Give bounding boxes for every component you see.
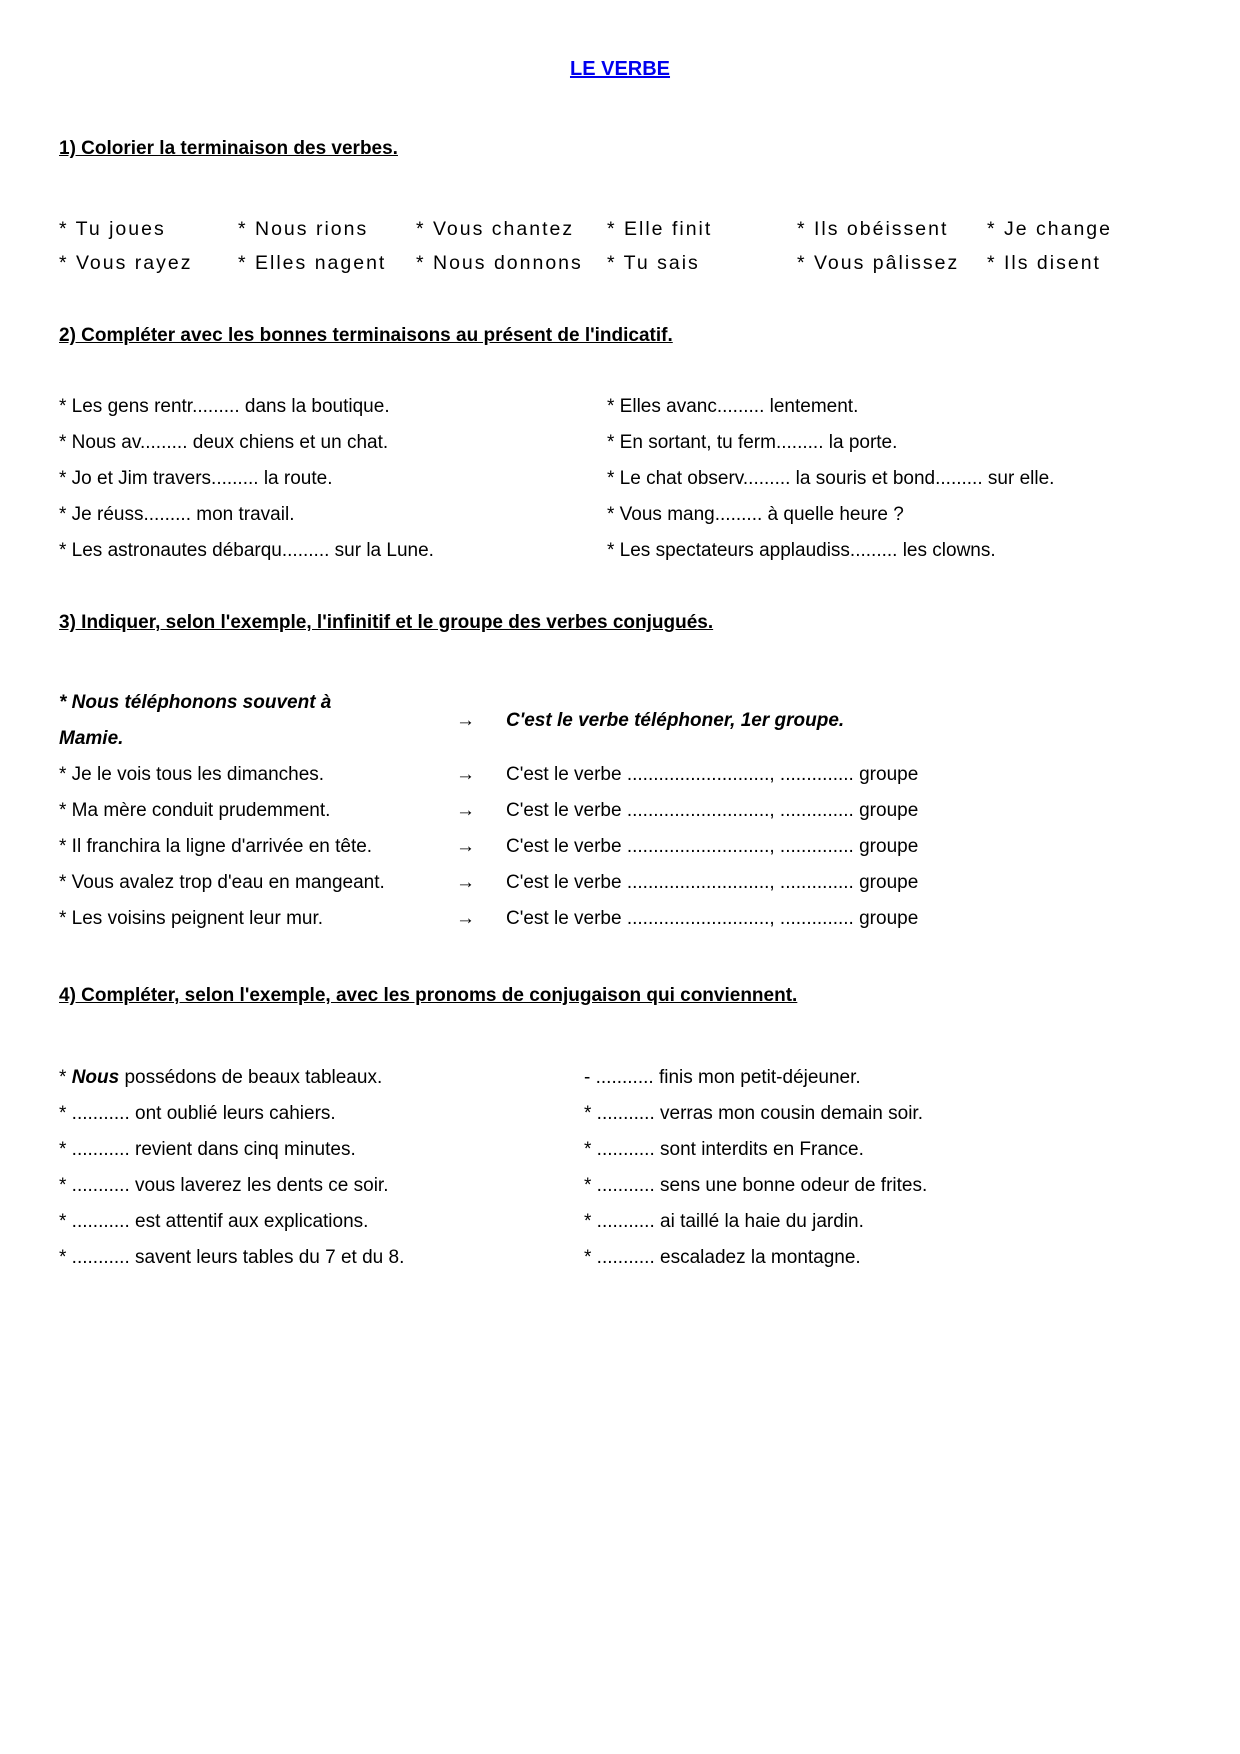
ex1-verb: * Tu sais xyxy=(607,252,700,274)
ex3-sentence: * Les voisins peignent leur mur. xyxy=(59,908,324,929)
arrow-icon: → xyxy=(456,908,475,929)
ex2-sentence: * Les gens rentr......... dans la boutique. xyxy=(59,396,390,417)
page-title: LE VERBE xyxy=(569,58,671,80)
ex1-verb: * Nous donnons xyxy=(416,252,583,274)
ex3-answer-blank: C'est le verbe ..........................., .............. groupe xyxy=(506,836,919,857)
ex4-sentence: * ........... savent leurs tables du 7 et du 8. xyxy=(59,1247,405,1268)
ex1-verb: * Je change xyxy=(987,218,1112,240)
ex1-verb: * Nous rions xyxy=(238,218,369,240)
ex4-sentence: * ........... sont interdits en France. xyxy=(584,1139,864,1160)
ex2-sentence: * Nous av......... deux chiens et un chat. xyxy=(59,432,389,453)
ex2-sentence: * Je réuss......... mon travail. xyxy=(59,504,295,525)
ex3-example-sentence: * Nous téléphonons souvent à xyxy=(59,692,332,713)
ex3-answer-blank: C'est le verbe ..........................., .............. groupe xyxy=(506,764,919,785)
ex1-verb: * Elles nagent xyxy=(238,252,387,274)
ex3-sentence: * Je le vois tous les dimanches. xyxy=(59,764,325,785)
ex4-sentence: * ........... ai taillé la haie du jardin. xyxy=(584,1211,864,1232)
arrow-icon: → xyxy=(456,710,475,731)
ex3-sentence: * Il franchira la ligne d'arrivée en tête. xyxy=(59,836,373,857)
ex4-sentence: * ........... verras mon cousin demain soir. xyxy=(584,1103,923,1124)
ex4-example xyxy=(59,1067,382,1089)
exercise-4-heading: 4) Compléter, selon l'exemple, avec les pronoms de conjugaison qui conviennent. xyxy=(59,985,798,1006)
ex3-answer-blank: C'est le verbe ..........................., .............. groupe xyxy=(506,872,919,893)
ex2-sentence: * Les astronautes débarqu......... sur la Lune. xyxy=(59,540,434,561)
exercise-2-heading: 2) Compléter avec les bonnes terminaisons au présent de l'indicatif. xyxy=(59,325,673,346)
ex4-sentence: * ........... escaladez la montagne. xyxy=(584,1247,861,1268)
ex3-answer-blank: C'est le verbe ..........................., .............. groupe xyxy=(506,800,919,821)
ex3-example-sentence-cont: Mamie. xyxy=(59,728,124,749)
ex4-sentence: * ........... revient dans cinq minutes. xyxy=(59,1139,356,1160)
ex2-sentence: * Jo et Jim travers......... la route. xyxy=(59,468,333,489)
ex3-answer-blank: C'est le verbe ..........................., .............. groupe xyxy=(506,908,919,929)
ex1-verb: * Vous rayez xyxy=(59,252,193,274)
ex4-sentence: * ........... vous laverez les dents ce soir. xyxy=(59,1175,389,1196)
ex2-sentence: * Elles avanc......... lentement. xyxy=(607,396,859,417)
ex1-verb: * Ils disent xyxy=(987,252,1101,274)
arrow-icon: → xyxy=(456,800,475,821)
arrow-icon: → xyxy=(456,872,475,893)
ex1-verb: * Vous chantez xyxy=(416,218,575,240)
ex2-sentence: * Le chat observ......... la souris et bond......... sur elle. xyxy=(607,468,1055,489)
ex4-sentence: * ........... sens une bonne odeur de frites. xyxy=(584,1175,928,1196)
ex1-verb: * Vous pâlissez xyxy=(797,252,960,274)
ex4-example-rest: possédons de beaux tableaux. xyxy=(119,1067,383,1088)
ex1-verb: * Ils obéissent xyxy=(797,218,949,240)
ex4-sentence: * ........... est attentif aux explications. xyxy=(59,1211,369,1232)
ex3-example-answer: C'est le verbe téléphoner, 1er groupe. xyxy=(506,710,845,731)
ex1-verb: * Tu joues xyxy=(59,218,166,240)
exercise-3-heading: 3) Indiquer, selon l'exemple, l'infinitif et le groupe des verbes conjugués. xyxy=(59,612,714,633)
ex1-verb: * Elle finit xyxy=(607,218,713,240)
arrow-icon: → xyxy=(456,764,475,785)
ex2-sentence: * Vous mang......... à quelle heure ? xyxy=(607,504,904,525)
ex3-sentence: * Ma mère conduit prudemment. xyxy=(59,800,331,821)
ex2-sentence: * En sortant, tu ferm......... la porte. xyxy=(607,432,898,453)
ex4-example-pronoun: Nous xyxy=(71,1067,120,1088)
arrow-icon: → xyxy=(456,836,475,857)
ex4-sentence: * ........... ont oublié leurs cahiers. xyxy=(59,1103,336,1124)
ex4-example-prefix: * xyxy=(59,1067,72,1088)
ex4-sentence: - ........... finis mon petit-déjeuner. xyxy=(584,1067,861,1088)
ex3-sentence: * Vous avalez trop d'eau en mangeant. xyxy=(59,872,385,893)
exercise-1-heading: 1) Colorier la terminaison des verbes. xyxy=(59,138,398,159)
ex2-sentence: * Les spectateurs applaudiss......... les clowns. xyxy=(607,540,996,561)
